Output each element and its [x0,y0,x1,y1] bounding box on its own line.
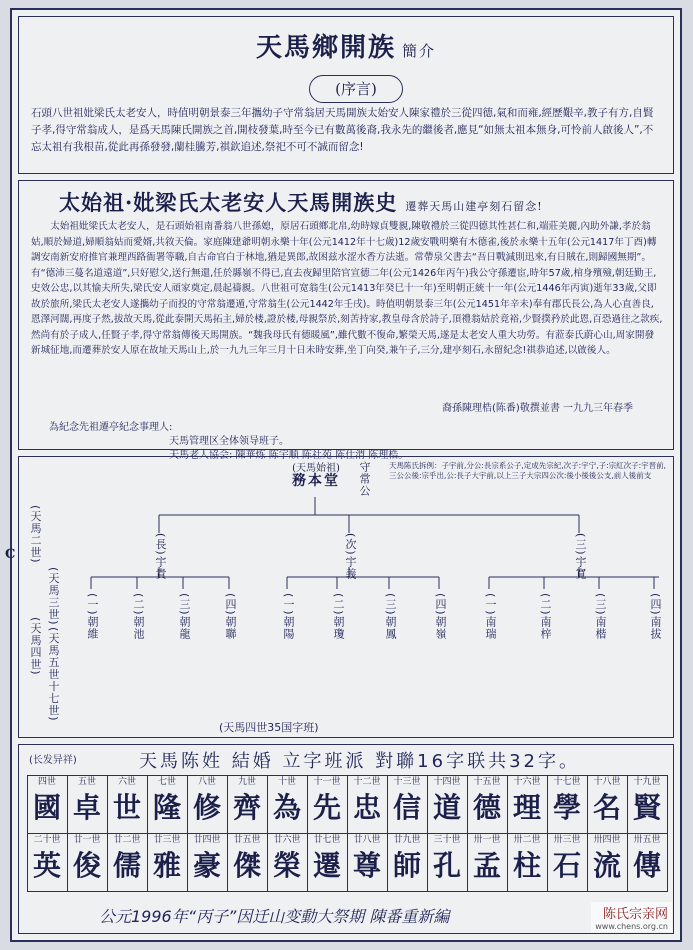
generation-cell [387,775,428,834]
gen-footer: 公元1996年“丙子”因迁山变動大祭期 陳番重新編 [99,907,450,926]
generation-character: 德 [472,790,501,824]
history-signature: 裔孫陳理梏(陈番)敬撰並書 一九九三年春季 [442,403,633,414]
generation-number: 廿一世 [73,834,101,845]
watermark [591,902,672,932]
preface-section [18,16,674,174]
generation-grid [27,775,667,891]
generation-number: 廿三世 [153,834,181,845]
generation-cell [547,833,588,892]
son-11: (三)南楷 [594,593,607,640]
generation-cell [307,775,348,834]
generation-cell [347,775,388,834]
generation-cell [147,775,188,834]
root-name: 務本堂 [292,473,340,489]
generation-character: 名 [592,790,621,824]
generation-cell [587,833,628,892]
generation-number: 廿七世 [313,834,341,845]
generation-character: 道 [432,790,461,824]
generation-character: 齊 [232,790,261,824]
generation-cell [347,833,388,892]
generation-character: 豪 [192,848,221,882]
generation-character: 修 [192,790,221,824]
generation-character: 柱 [512,848,541,882]
founder-name: 守常公 [358,461,371,497]
generation-number: 十三世 [393,776,421,787]
generation-number: 二十世 [33,834,61,845]
generation-number: 四世 [37,776,56,787]
generation-cell [67,833,108,892]
genealogy-poster [5,8,682,942]
generation-cell [587,775,628,834]
son-9: (一)南瑞 [484,593,497,640]
generation-row-2 [27,833,667,891]
side-generation-3: (天馬三世) [47,567,60,626]
generation-names-section [18,744,674,934]
generation-character: 儒 [112,848,141,882]
generation-character: 流 [592,848,621,882]
gen-header-note: (长发异祥) [29,755,77,766]
generation-cell [227,775,268,834]
generation-cell [187,775,228,834]
generation-number: 卅一世 [473,834,501,845]
family-tree-section [5,456,674,738]
generation-cell [307,833,348,892]
history-body: 太始祖妣梁氏太老安人，是石頭始祖南番翁八世孫媳，原居石頭鄉北帛,幼時嫁貞雙親,陳敬禮於三從四德其性甚仁和,端莊美麗,內助外謙,孝於翁姑,順於婦道,婦順翁姑而愛婿,共敘天倫。家庭陳建爺明朝永樂十年(公元1412年十七歲)12歲安戰明樂有木德雀,後於永樂十五年(公元1417年丁酉)轉調安南新安府推官兼理西路衙署等職,自古命官白于林地,猶是異郎,故困兹水涩水香方法逝。常帶泉父書去“吾日戰減則迅來,有日賊在,則歸國無期”。有“德沛三蔓名道遠道”,只好慰父,送行無還,任於縣嶺不得已,直去夜歸里陪官宣德二年(公元1426年丙午)我公守孫遷宦,時年57歲,棺身殯殮,朝廷勤王,史效公忠,以其愉夫所失,梁氏安人頑家奠定,晨起禱親。八世祖可宽翁生(公元1413年癸巳十一年)至明朝正統十一年(公元1446年丙寅)逝年33歲,父即故於旅所,梁氏太老安人遂攜幼子而投的守常翁遷遁,守常翁生(公元1442年壬戌)。時值明朝景泰三年(公元1451年辛未)奉有郡氏長公,為人心直善良,恩澤河闊,再度子然,拔故天馬,從此泰開天馬拓主,婦於楼,證於楼,母親祭於,刻苦持家,教皇母含於詩子,頂禮翁姑於竟裕,少賢撲矜於此恩,百恐過往之款疾,然尚有於子成人,任賢子孝,得守常翁傳後天馬開族。“魏我母氏有德暖風”,雖代數不復命,繁榮天馬,遂是太老安人重大功勞。有蒞泰氏蔚心山,周家開發新城征地,而遷葬於安人原在故址天馬山上,於一九九三年三月十日未時安葬,坐丁向癸,兼午子,三分,建亭刻石,永留紀念!祺恭追述,以啟後人。 [31,221,663,356]
generation-number: 十九世 [633,776,661,787]
generation-number: 卅三世 [553,834,581,845]
son-10: (二)南梓 [539,593,552,640]
generation-cell [267,833,308,892]
root-label: (天馬始祖) [292,463,340,474]
generation-cell [267,775,308,834]
generation-number: 五世 [77,776,96,787]
watermark-name: 陈氏宗亲网 [602,907,668,922]
generation-character: 國 [32,790,61,824]
generation-character: 石 [552,848,581,882]
history-title [59,187,543,217]
generation-character: 孟 [472,848,501,882]
generation-number: 八世 [197,776,216,787]
son-6: (二)朝瓊 [332,593,345,640]
son-3: (三)朝龍 [178,593,191,640]
branch-1: (長)宇貴 [154,533,167,580]
watermark-url: www.chens.org.cn [595,922,668,931]
generation-number: 十六世 [513,776,541,787]
generation-character: 信 [392,790,421,824]
generation-number: 廿五世 [233,834,261,845]
generation-cell [107,833,148,892]
generation-character: 賢 [632,790,661,824]
generation-cell [467,775,508,834]
tree-lines [19,457,679,739]
branch-3: (三)宇寬 [574,533,587,580]
history-title-text: 太始祖·妣梁氏太老安人天馬開族史 [59,190,398,215]
generation-character: 隆 [152,790,181,824]
generation-cell [387,833,428,892]
generation-number: 十二世 [353,776,381,787]
generation-number: 廿六世 [273,834,301,845]
generation-character: 忠 [352,790,381,824]
history-section [18,180,674,461]
generation-cell [147,833,188,892]
generation-number: 十四世 [433,776,461,787]
org-label: 為紀念先祖遷亭紀念事理人: [49,422,173,433]
generation-cell [27,833,68,892]
generation-cell [467,833,508,892]
generation-cell [107,775,148,834]
title-text: 天馬鄉開族 [255,33,396,63]
generation-character: 卓 [72,790,101,824]
generation-character: 理 [512,790,541,824]
generation-character: 傑 [232,848,261,882]
page-title [19,27,673,64]
generation-cell [627,775,668,834]
org-line-1: 天馬管理区全体领导班子。 [169,436,289,447]
generation-number: 廿九世 [393,834,421,845]
son-1: (一)朝維 [86,593,99,640]
generation-number: 十世 [277,776,296,787]
generation-row-1 [27,775,667,833]
generation-character: 傳 [632,848,661,882]
generation-number: 十七世 [553,776,581,787]
side-generation-2: (天馬二世) [29,505,42,564]
org-line-2: 天馬老人協会: 陳華炼 陈宇顺 陈社苑 陈仕渭 陈理梏。 [169,450,409,461]
generation-number: 卅二世 [513,834,541,845]
generation-number: 廿二世 [113,834,141,845]
gen-title: 天馬陈姓 結婚 立字班派 對聯16字联共32字。 [139,751,580,772]
generation-cell [507,833,548,892]
generation-cell [507,775,548,834]
tree-footer: (天馬四世35国字班) [219,721,319,734]
son-2: (二)朝池 [132,593,145,640]
son-12: (四)南拔 [649,593,662,640]
generation-character: 尊 [352,848,381,882]
generation-cell [627,833,668,892]
generation-character: 學 [552,790,581,824]
branch-2: (次)宇義 [344,533,357,580]
generation-number: 三十世 [433,834,461,845]
generation-cell [427,833,468,892]
generation-cell [27,775,68,834]
generation-character: 孔 [432,848,461,882]
son-4: (四)朝聯 [224,593,237,640]
generation-number: 廿四世 [193,834,221,845]
son-5: (一)朝陽 [282,593,295,640]
history-title-note: 遷葬天馬山建亭刻石留念! [405,200,543,213]
preface-label: (序言) [309,75,403,103]
generation-cell [547,775,588,834]
generation-character: 先 [312,790,341,824]
tree-note: 天馬陈氏拆例：子宇前,分公:長宗系公子,定成先宗紀,次子:宇宁,子:宗紅次子:宇晋前,三公公後:宗乎出,公:長子大宇前,以上三子大宗四公次:後小後後公支,前人後前支 [389,461,667,480]
generation-cell [427,775,468,834]
generation-number: 廿八世 [353,834,381,845]
generation-cell [187,833,228,892]
generation-character: 為 [272,790,301,824]
generation-character: 俊 [72,848,101,882]
generation-character: 遷 [312,848,341,882]
side-generation-4: (天馬四世) [29,617,42,676]
generation-character: 英 [32,848,61,882]
generation-cell [67,775,108,834]
generation-cell [227,833,268,892]
generation-number: 十八世 [593,776,621,787]
generation-number: 七世 [157,776,176,787]
generation-number: 九世 [237,776,256,787]
title-suffix: 簡介 [402,42,437,60]
generation-number: 十五世 [473,776,501,787]
generation-character: 世 [112,790,141,824]
generation-number: 卅五世 [633,834,661,845]
son-7: (三)朝鳳 [384,593,397,640]
generation-character: 師 [392,848,421,882]
side-generation-5: (天馬五世十七世) [47,627,60,722]
generation-number: 卅四世 [593,834,621,845]
preface-text: 石頭八世祖妣梁氏太老安人，時值明朝景泰三年攜幼子守常翁居天馬開族太始安人陳家禮於三從四德,氣和而雍,經歷艱辛,教子有方,自賢子孝,得守常翁成人，是爲天馬陳氏開族之首,開枝發葉,時至今已有數萬後裔,我永先的繼後者,應見“如無太祖本無身,可怜前人啟後人”,不忘太祖有我根苗,從此再孫發發,蘭桂騰芳,祺欽追述,祭祀不可不誠而留念! [31,107,654,153]
generation-number: 六世 [117,776,136,787]
generation-character: 榮 [272,848,301,882]
generation-character: 雅 [152,848,181,882]
margin-mark: C [5,547,16,562]
generation-number: 十一世 [313,776,341,787]
son-8: (四)朝嶺 [434,593,447,640]
